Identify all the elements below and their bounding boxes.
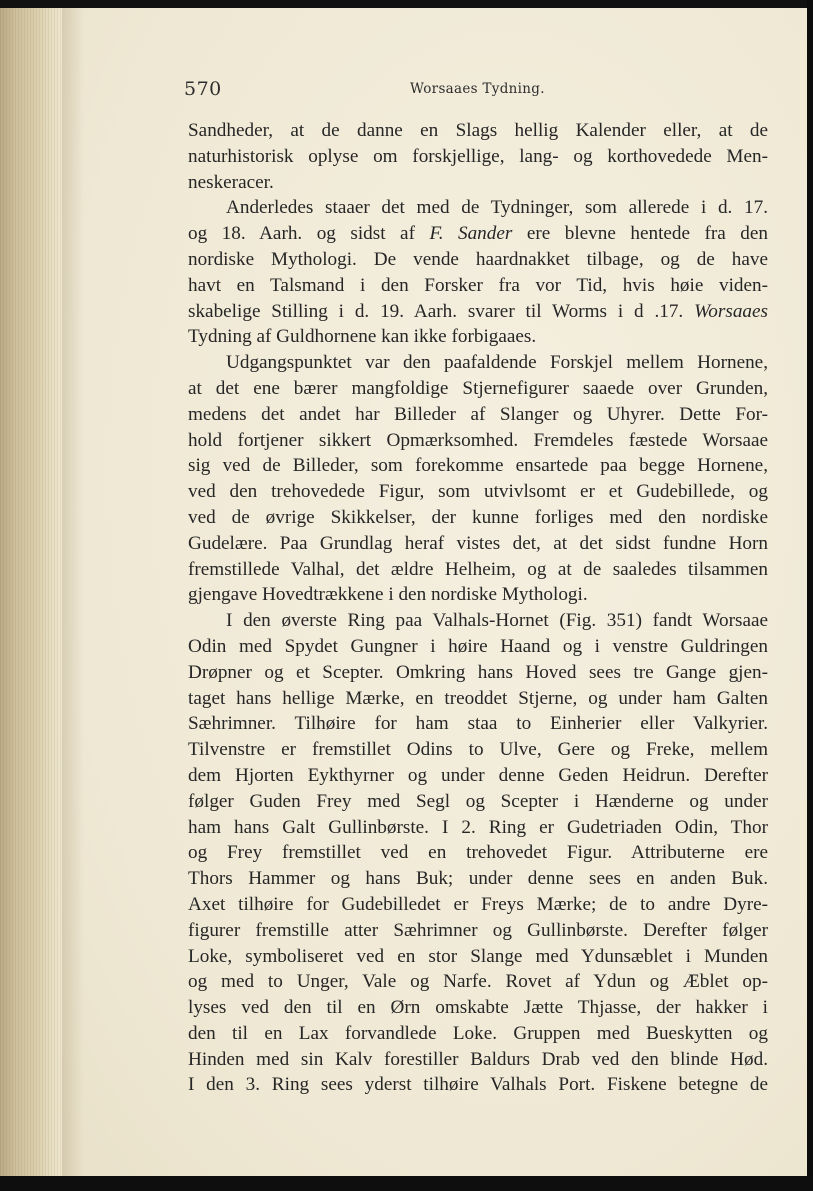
text-line: Sandheder, at de danne en Slags hellig Kalender eller, at de <box>188 120 768 141</box>
text-line: dem Hjorten Eykthyrner og under denne Geden Heidrun. Derefter <box>188 764 768 786</box>
text-line: medens det andet har Billeder af Slanger og Uhyrer. Dette For- <box>188 403 768 425</box>
text-line: neskeracer. <box>188 171 274 193</box>
text-line: hold fortjener sikkert Opmærksomhed. Fremdeles fæstede Worsaae <box>188 429 768 451</box>
text-line: I den øverste Ring paa Valhals-Hornet (Fig. 351) fandt Worsaae <box>226 610 768 632</box>
text-line: ved den trehovedede Figur, som utvivlsomt er et Gudebillede, og <box>188 481 768 503</box>
text-line: lyses ved den til en Ørn omskabte Jætte Thjasse, der hakker i <box>188 997 768 1019</box>
italic-name: F. Sander <box>429 223 513 245</box>
book-page-edges <box>0 8 62 1191</box>
italic-name: Worsaaes <box>694 300 768 322</box>
text-line: I den 3. Ring sees yderst tilhøire Valhals Port. Fiskene betegne de <box>188 1074 768 1096</box>
text-line: sig ved de Billeder, som forekomme ensartede paa begge Hornene, <box>188 455 768 477</box>
scan-right-border <box>807 0 813 1191</box>
text-line: Tydning af Guldhornene kan ikke forbigaaes. <box>188 326 537 348</box>
text-line: Thors Hammer og hans Buk; under denne sees en anden Buk. <box>188 868 768 890</box>
text-line: og med to Unger, Vale og Narfe. Rovet af Ydun og Æblet op- <box>188 971 768 993</box>
text-line: Udgangspunktet var den paafaldende Forskjel mellem Hornene, <box>226 352 768 374</box>
text-line: Sæhrimner. Tilhøire for ham staa to Einherier eller Valkyrier. <box>188 713 768 735</box>
text-line: gjengave Hovedtrækkene i den nordiske Mythologi. <box>188 584 588 606</box>
text-line: Hinden med sin Kalv forestiller Baldurs Drab ved den blinde Hød. <box>188 1048 768 1070</box>
gutter-shadow <box>62 8 84 1176</box>
text-line: Tilvenstre er fremstillet Odins to Ulve, Gere og Freke, mellem <box>188 739 768 761</box>
text-line: fremstillede Valhal, det ældre Helheim, og at de saaledes tilsammen <box>188 558 768 580</box>
text-line: nordiske Mythologi. De vende haardnakket tilbage, og de have <box>188 248 768 270</box>
text-line: taget hans hellige Mærke, en treoddet Stjerne, og under ham Galten <box>188 687 768 709</box>
text-line: den til en Lax forvandlede Loke. Gruppen med Bueskytten og <box>188 1022 768 1044</box>
text-line: følger Guden Frey med Segl og Scepter i Hænderne og under <box>188 790 768 812</box>
page-number: 570 <box>184 78 222 100</box>
text-line: Odin med Spydet Gungner i høire Haand og i venstre Guldringen <box>188 635 768 657</box>
text-line: at det ene bærer mangfoldige Stjernefigurer saaede over Grunden, <box>188 377 768 399</box>
text-line: ham hans Galt Gullinbørste. I 2. Ring er Gudetriaden Odin, Thor <box>188 816 768 838</box>
body-text <box>188 118 768 1098</box>
text-line: Gudelære. Paa Grundlag heraf vistes det, at det sidst fundne Horn <box>188 532 768 554</box>
text-line: figurer fremstille atter Sæhrimner og Gullinbørste. Derefter følger <box>188 919 768 941</box>
text-line: Loke, symboliseret ved en stor Slange med Ydunsæblet i Munden <box>188 945 768 967</box>
text-line: Axet tilhøire for Gudebilledet er Freys Mærke; de to andre Dyre- <box>188 893 768 915</box>
page-header <box>124 78 770 108</box>
text-line: og 18. Aarh. og sidst af F. Sander ere blevne hentede fra den <box>188 223 768 245</box>
text-line: Drøpner og et Scepter. Omkring hans Hoved sees tre Gange gjen- <box>188 661 768 683</box>
text-line: skabelige Stilling i d. 19. Aarh. svarer til Worms i d .17. Worsaaes <box>188 300 768 322</box>
text-line: havt en Talsmand i den Forsker fra vor Tid, hvis høie viden- <box>188 274 768 296</box>
text-line: Anderledes staaer det med de Tydninger, som allerede i d. 17. <box>226 197 768 219</box>
text-line: ved de øvrige Skikkelser, der kunne forliges med den nordiske <box>188 506 768 528</box>
running-title: Worsaaes Tydning. <box>410 81 545 97</box>
text-line: naturhistorisk oplyse om forskjellige, lang- og korthovedede Men- <box>188 145 768 167</box>
text-line: og Frey fremstillet ved en trehovedet Figur. Attributerne ere <box>188 842 768 864</box>
scan-bottom-border <box>0 1176 813 1191</box>
